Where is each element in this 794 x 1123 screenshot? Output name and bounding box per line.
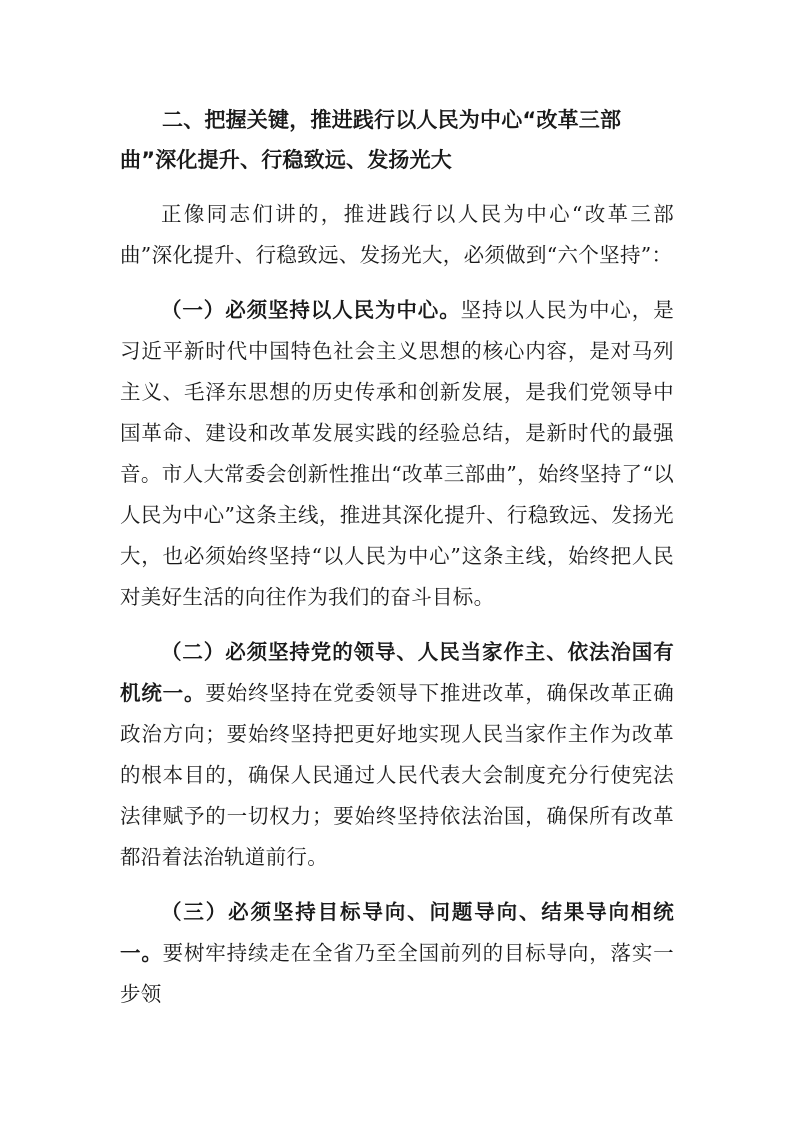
paragraph-two-lead: （二）必须坚持党的领导、人民当家作主、依法治国有机统一。 [120,640,674,705]
paragraph-one-body: 坚持以人民为中心，是习近平新时代中国特色社会主义思想的核心内容，是对马列主义、毛泽东思想的历史传承和创新发展，是我们党领导中国革命、建设和改革发展实践的经验总结，是新时代的最强音。市人大常委会创新性推出“改革三部曲”，始终坚持了“以人民为中心”这条主线，推进其深化提升、行稳致远、发扬光大，也必须始终坚持“以人民为中心”这条主线，始终把人民对美好生活的向往作为我们的奋斗目标。 [120,298,675,609]
section-heading: 二、把握关键，推进践行以人民为中心“改革三部曲”深化提升、行稳致远、发扬光大 [120,108,622,172]
paragraph-one-lead: （一）必须坚持以人民为中心。 [161,298,461,322]
paragraph-two [120,632,674,878]
intro-paragraph: 正像同志们讲的，推进践行以人民为中心“改革三部曲”深化提升、行稳致远、发扬光大，必须做到“六个坚持”： [120,202,674,267]
paragraph-two-body: 要始终坚持在党委领导下推进改革，确保改革正确政治方向；要始终坚持把更好地实现人民当家作主作为改革的根本目的，确保人民通过人民代表大会制度充分行使宪法法律赋予的一切权力；要始终坚持依法治国，确保所有改革都沿着法治轨道前行。 [120,681,674,869]
paragraph-three [120,892,674,1015]
document-page [120,100,674,1029]
paragraph-three-lead: （三）必须坚持目标导向、问题导向、结果导向相统一。 [120,900,674,965]
paragraph-one [120,290,674,618]
paragraph-three-body: 要树牢持续走在全省乃至全国前列的目标导向，落实一步领 [120,941,674,1006]
